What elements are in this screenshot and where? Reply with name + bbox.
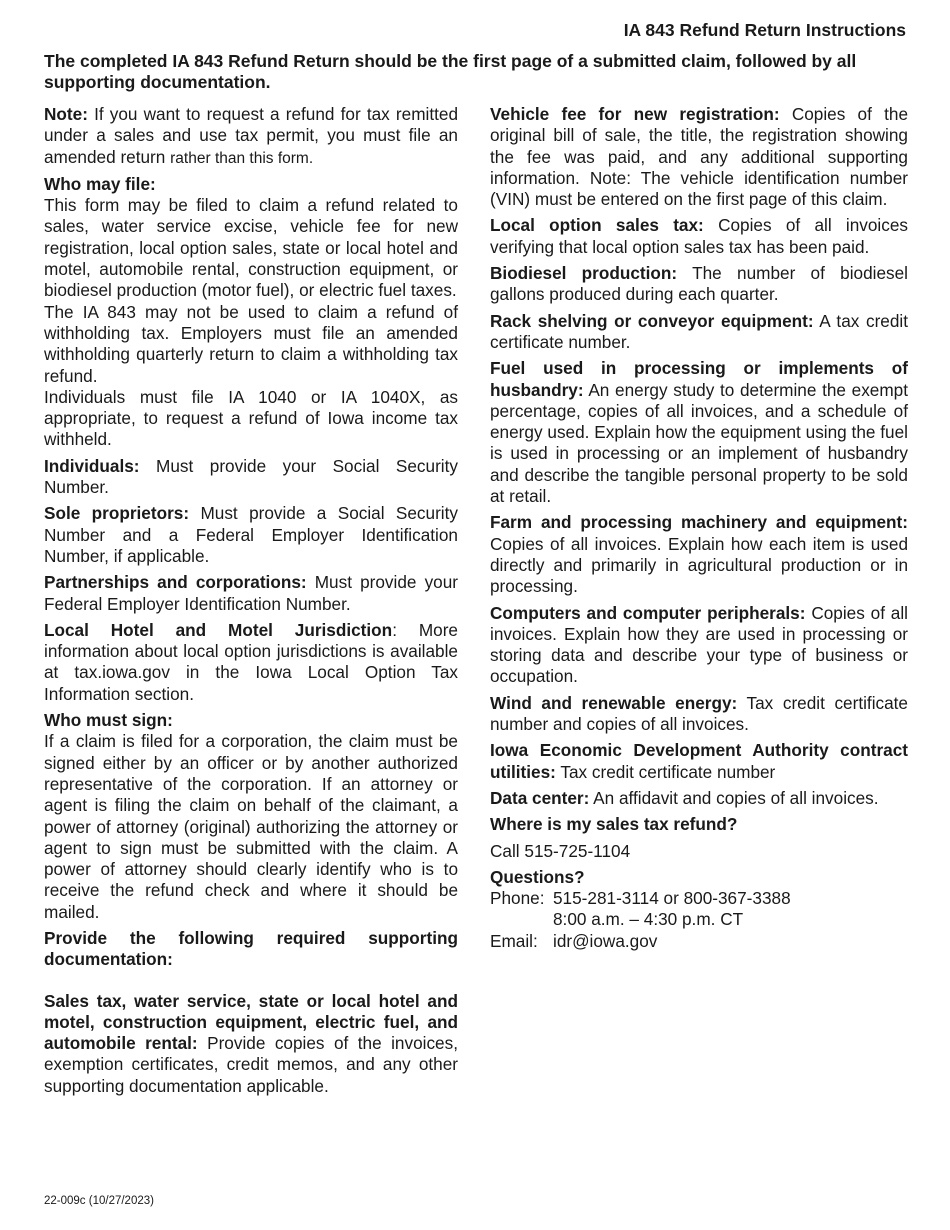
individuals-paragraph [44,456,458,499]
vehicle-fee-label: Vehicle fee for new registration: [490,104,780,124]
biodiesel-text: The number of biodiesel gallons produced during each quarter. [490,263,909,305]
sales-tax-text: Provide copies of the invoices, exemption certificates, credit memos, and any other supporting documentation applicable. [44,1033,458,1096]
partnerships-paragraph [44,572,458,615]
rack-shelving-paragraph [490,311,908,354]
sales-tax-paragraph [44,991,458,1097]
fuel-used-text: An energy study to determine the exempt percentage, copies of all invoices, and a schedule of energy used. Explain how the equipment using the fuel is used in processing or an implement of husbandry and describe the tangible personal property to be sold at retail. [490,379,909,507]
who-may-file-p3: Individuals must file IA 1040 or IA 1040X, as appropriate, to request a refund of Iowa income tax withheld. [44,386,458,450]
data-center-text: An affidavit and copies of all invoices. [593,787,879,808]
lead-paragraph: The completed IA 843 Refund Return should be the first page of a submitted claim, followed by all supporting documentation. [44,51,857,92]
rack-shelving-text: A tax credit certificate number. [490,310,909,352]
farm-machinery-text: Copies of all invoices. Explain how each item is used directly and primarily in agricultural production or in processing. [490,533,908,597]
partnerships-text: Must provide your Federal Employer Identification Number. [44,572,458,614]
farm-machinery-paragraph [490,512,908,597]
wind-energy-label: Wind and renewable energy: [490,692,738,713]
phone-row [490,888,908,909]
phone-label: Phone: [490,888,545,909]
right-column [490,104,908,952]
computers-label: Computers and computer peripherals: [490,602,806,623]
rack-shelving-label: Rack shelving or conveyor equipment: [490,310,814,331]
left-column [44,104,458,1102]
vehicle-fee-text: Copies of the original bill of sale, the title, the registration showing the fee was paid, and any additional supporting information. Note: The vehicle identification number (VIN) must be entered on the first page of this claim. [490,104,909,210]
note-text: If you want to request a refund for tax remitted under a sales and use tax permit, you must file an amended return [44,104,458,167]
partnerships-label: Partnerships and corporations: [44,572,307,593]
email-row [490,931,908,952]
biodiesel-label: Biodiesel production: [490,263,678,284]
fuel-used-paragraph [490,358,908,507]
page-title: IA 843 Refund Return Instructions [623,20,906,40]
who-may-file-heading: Who may file: [44,173,156,194]
wind-energy-text: Tax credit certificate number and copies of all invoices. [490,692,908,735]
questions-heading: Questions? [490,866,585,887]
local-hotel-label: Local Hotel and Motel Jurisdiction [44,619,393,640]
computers-text: Copies of all invoices. Explain how they are used in processing or storing data and describe your type of business or occupation. [490,602,909,687]
provide-documentation-heading: Provide the following required supporting documentation: [44,927,458,970]
local-option-paragraph [490,215,908,258]
who-may-file-p2: The IA 843 may not be used to claim a refund of withholding tax. Employers must file an amended withholding quarterly return to claim a withholding tax refund. [44,301,458,386]
who-must-sign-heading: Who must sign: [44,710,173,731]
individuals-text: Must provide your Social Security Number. [44,455,458,498]
ieda-label: Iowa Economic Development Authority contract utilities: [490,740,908,782]
sales-tax-label: Sales tax, water service, state or local hotel and motel, construction equipment, electric fuel, and automobile rental: [44,990,458,1054]
who-may-file-p1: This form may be filed to claim a refund related to sales, water service excise, vehicle fee for new registration, local option sales, state or local hotel and motel, automobile rental, construction equipment, or biodiesel production (motor fuel), or electric fuel taxes. [44,195,458,301]
note-paragraph [44,104,458,169]
sole-proprietors-text: Must provide a Social Security Number and a Federal Employer Identification Number, if applicable. [44,503,458,566]
phone-value[interactable]: 515-281-3114 or 800-367-3388 [553,888,791,909]
local-option-label: Local option sales tax: [490,215,704,236]
fuel-used-label: Fuel used in processing or implements of husbandry: [490,358,908,400]
hours: 8:00 a.m. – 4:30 p.m. CT [553,909,744,930]
refund-call: Call 515-725-1104 [490,840,631,861]
biodiesel-paragraph [490,263,908,306]
refund-heading: Where is my sales tax refund? [490,814,738,835]
wind-energy-paragraph [490,693,908,736]
note-small-text: rather than this form. [170,149,314,167]
email-label: Email: [490,930,538,951]
ieda-paragraph [490,740,908,783]
data-center-label: Data center: [490,787,590,808]
ieda-text: Tax credit certificate number [560,761,776,782]
data-center-paragraph [490,788,908,809]
note-label: Note: [44,104,88,124]
sole-proprietors-label: Sole proprietors: [44,503,190,524]
email-link[interactable]: idr@iowa.gov [553,930,658,951]
local-option-text: Copies of all invoices verifying that local option sales tax has been paid. [490,215,909,257]
individuals-label: Individuals: [44,455,140,476]
computers-paragraph [490,603,908,688]
sole-proprietors-paragraph [44,503,458,567]
local-hotel-text: : More information about local option jurisdictions is available at tax.iowa.gov in the Iowa Local Option Tax Information section. [44,619,458,704]
who-must-sign-text: If a claim is filed for a corporation, the claim must be signed either by an officer or by another authorized representative of the corporation. If an attorney or agent is filing the claim on behalf of the claimant, a power of attorney (original) authorizing the attorney or agent to sign must be submitted with the claim. A power of attorney should clearly identify who is to receive the refund check and where it should be mailed. [44,731,458,922]
local-hotel-paragraph [44,620,458,705]
form-code: 22-009c (10/27/2023) [44,1195,154,1207]
vehicle-fee-paragraph [490,104,908,210]
farm-machinery-label: Farm and processing machinery and equipment: [490,512,908,533]
